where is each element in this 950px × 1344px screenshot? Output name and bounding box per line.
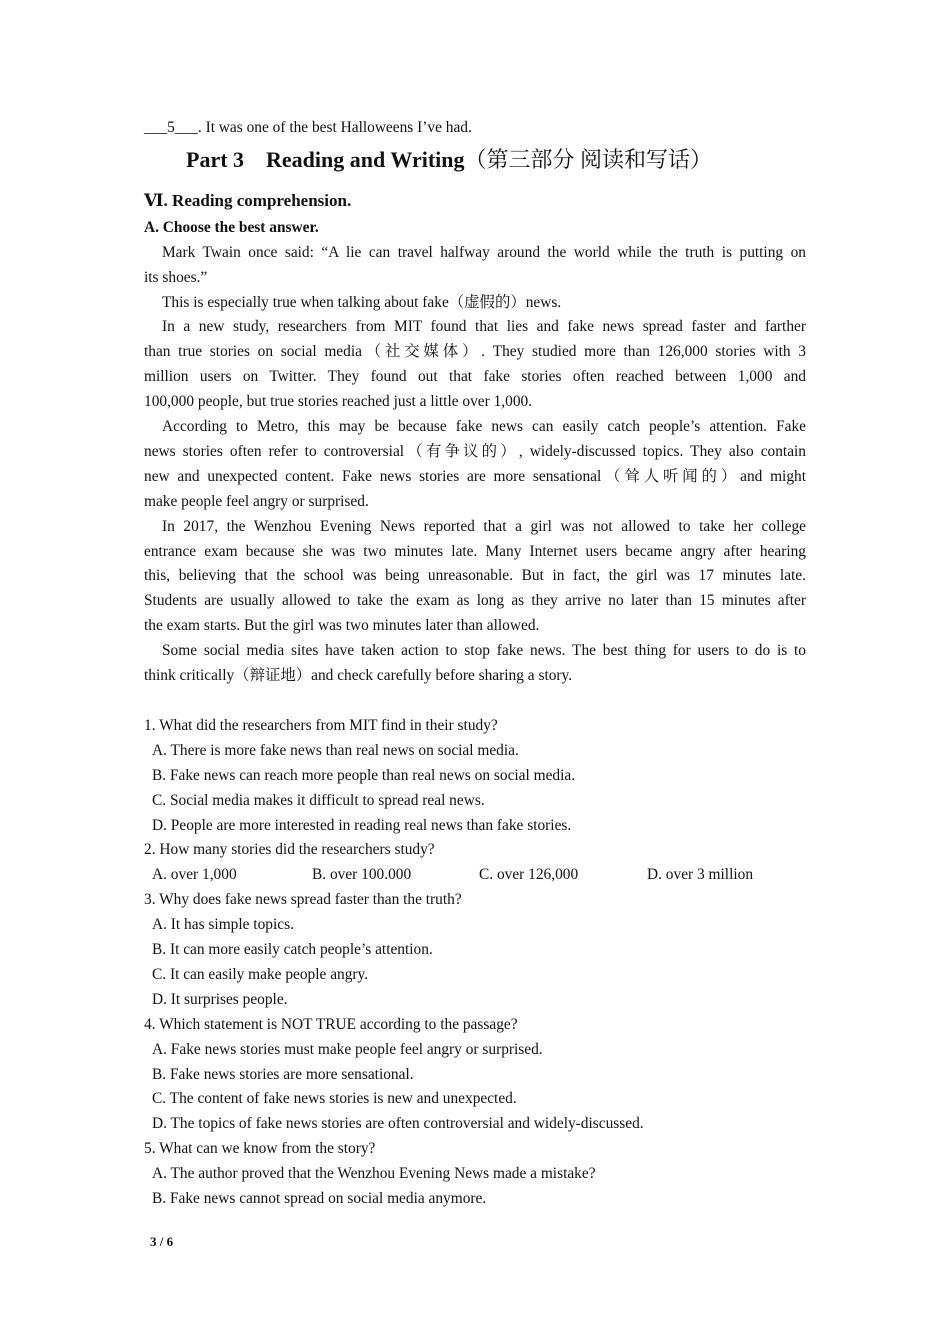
passage-line: In a new study, researchers from MIT found that lies and fake news spread faster and farther [162, 318, 806, 335]
section-heading: Ⅵ. Reading comprehension. [144, 191, 352, 210]
option-b: B. Fake news cannot spread on social media anymore. [152, 1190, 487, 1207]
option-d: D. People are more interested in reading real news than fake stories. [152, 817, 572, 834]
option-a: A. over 1,000 [152, 866, 237, 883]
passage-line: news stories often refer to controversial（有争议的）, widely-discussed topics. They also contain [144, 443, 806, 460]
passage-line: In 2017, the Wenzhou Evening News reported that a girl was not allowed to take her college [162, 518, 806, 535]
passage-line: million users on Twitter. They found out that fake stories often reached between 1,000 and [144, 368, 806, 385]
option-a: A. The author proved that the Wenzhou Evening News made a mistake? [152, 1165, 596, 1182]
option-b: B. Fake news stories are more sensational. [152, 1066, 414, 1083]
passage-line: the exam starts. But the girl was two minutes later than allowed. [144, 617, 540, 634]
passage-line: than true stories on social media（社交媒体）. They studied more than 126,000 stories with 3 [144, 343, 806, 360]
passage-line: this, believing that the school was being unreasonable. But in fact, the girl was 17 minutes late. [144, 567, 806, 584]
option-d: D. over 3 million [647, 866, 754, 883]
option-a: A. There is more fake news than real news on social media. [152, 742, 519, 759]
option-c: C. over 126,000 [479, 866, 579, 883]
option-c: C. It can easily make people angry. [152, 966, 369, 983]
question-stem: 1. What did the researchers from MIT find in their study? [144, 717, 498, 734]
sub-heading: A. Choose the best answer. [144, 219, 319, 236]
passage-line: This is especially true when talking about fake（虚假的）news. [162, 294, 562, 311]
part-title-chinese: （第三部分 阅读和写话） [464, 147, 713, 172]
passage-line: its shoes.” [144, 269, 208, 286]
passage-line: new and unexpected content. Fake news stories are more sensational（耸人听闻的）and might [144, 468, 806, 485]
part-title [186, 145, 712, 175]
previous-question-line: ___5___. It was one of the best Halloweens I’ve had. [144, 119, 472, 136]
passage-line: make people feel angry or surprised. [144, 493, 369, 510]
option-b: B. Fake news can reach more people than real news on social media. [152, 767, 576, 784]
option-b: B. over 100.000 [312, 866, 412, 883]
passage-line: Students are usually allowed to take the exam as long as they arrive no later than 15 minutes after [144, 592, 806, 609]
page-number: 3 / 6 [150, 1234, 174, 1249]
option-c: C. Social media makes it difficult to spread real news. [152, 792, 485, 809]
passage-line: entrance exam because she was two minutes late. Many Internet users became angry after hearing [144, 543, 806, 560]
part-title-main: Part 3 Reading and Writing [186, 147, 465, 172]
passage-line: think critically（辩证地）and check carefully before sharing a story. [144, 667, 573, 684]
option-c: C. The content of fake news stories is new and unexpected. [152, 1090, 517, 1107]
question-stem: 4. Which statement is NOT TRUE according to the passage? [144, 1016, 518, 1033]
option-a: A. Fake news stories must make people feel angry or surprised. [152, 1041, 543, 1058]
passage-line: Some social media sites have taken action to stop fake news. The best thing for users to do is to [162, 642, 806, 659]
passage-line: According to Metro, this may be because fake news can easily catch people’s attention. Fake [162, 418, 806, 435]
option-d: D. It surprises people. [152, 991, 288, 1008]
passage-line: 100,000 people, but true stories reached just a little over 1,000. [144, 393, 533, 410]
question-stem: 2. How many stories did the researchers study? [144, 841, 435, 858]
option-d: D. The topics of fake news stories are often controversial and widely-discussed. [152, 1115, 644, 1132]
question-stem: 5. What can we know from the story? [144, 1140, 376, 1157]
option-b: B. It can more easily catch people’s attention. [152, 941, 433, 958]
question-stem: 3. Why does fake news spread faster than the truth? [144, 891, 462, 908]
passage-line: Mark Twain once said: “A lie can travel halfway around the world while the truth is putting on [162, 244, 806, 261]
option-a: A. It has simple topics. [152, 916, 294, 933]
